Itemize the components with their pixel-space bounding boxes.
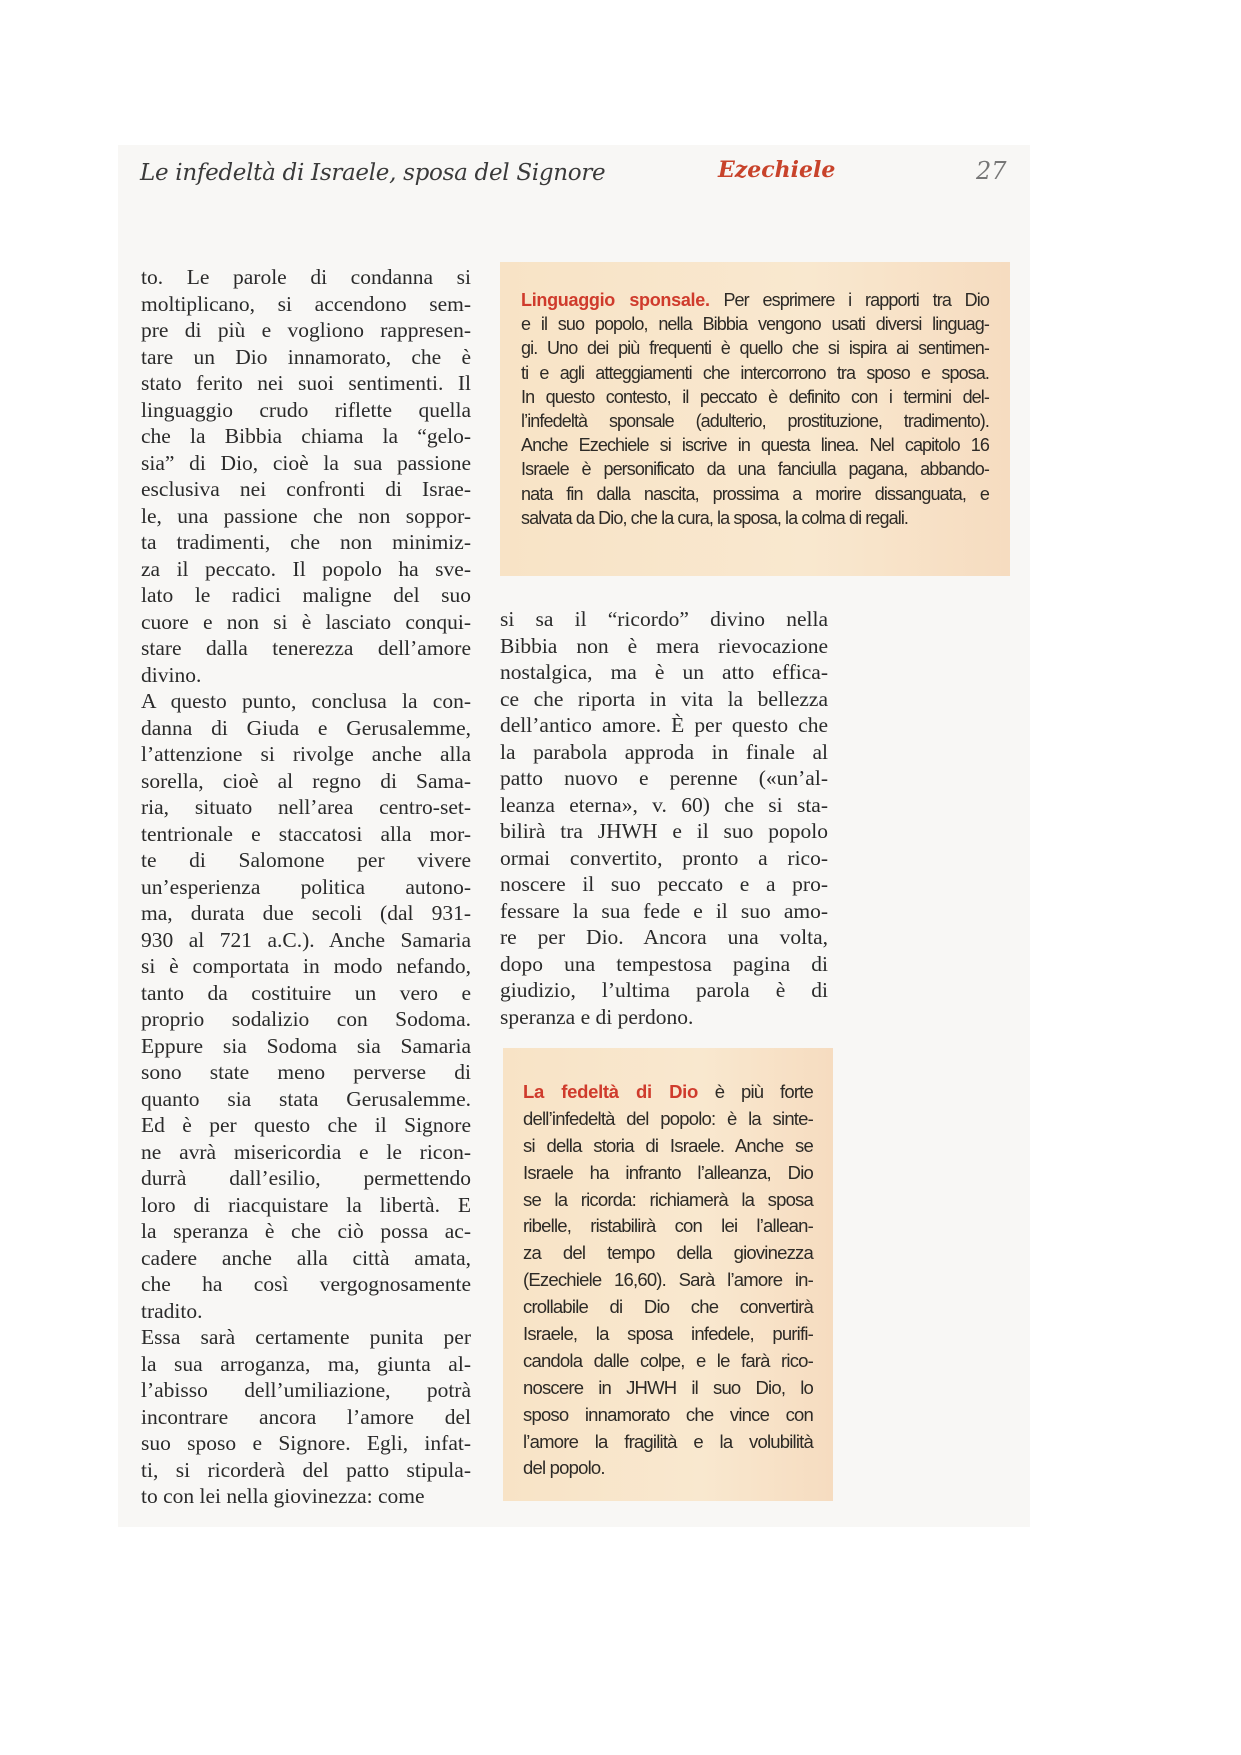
page-number: 27: [976, 157, 1007, 185]
text-line: leanza eterna», v. 60) che si sta-: [500, 792, 828, 817]
text-line: Ed è per questo che il Signore: [141, 1113, 471, 1137]
text-line: dell’antico amore. È per questo che: [500, 713, 828, 737]
text-line: divino.: [141, 662, 202, 687]
box-text-line: Israele è personificato da una fanciulla pagana, abbando-: [521, 459, 989, 480]
box-text-line: [523, 1079, 813, 1106]
text-line: la parabola approda in finale al: [500, 739, 828, 764]
text-line: dopo una tempestosa pagina di: [500, 951, 828, 976]
text-line: ta tradimenti, che non minimiz-: [141, 530, 471, 554]
text-line: A questo punto, conclusa la con-: [141, 689, 471, 713]
text-line: za il peccato. Il popolo ha sve-: [141, 556, 471, 581]
text-line: fessare la sua fede e il suo amo-: [500, 898, 828, 923]
text-line: speranza e di perdono.: [500, 1004, 694, 1029]
box-text-run: Per esprimere i rapporti tra Dio: [723, 290, 989, 310]
box-text-line: In questo contesto, il peccato è definito con i termini del-: [521, 386, 989, 407]
box-text-line: del popolo.: [523, 1457, 605, 1479]
text-line: Essa sarà certamente punita per: [141, 1325, 471, 1349]
running-header-book: Ezechiele: [718, 157, 836, 183]
left-text-column: [141, 264, 471, 1510]
box-text-line: e il suo popolo, nella Bibbia vengono usati diversi linguag-: [521, 314, 989, 335]
box-text-line: Israele ha infranto l’alleanza, Dio: [523, 1161, 813, 1183]
box-text-line: se la ricorda: richiamerà la sposa: [523, 1188, 813, 1210]
box-text-line: candola dalle colpe, e le farà rico-: [523, 1349, 813, 1371]
text-line: quanto sia stata Gerusalemme.: [141, 1086, 471, 1111]
box-text-line: crollabile di Dio che convertirà: [523, 1296, 813, 1318]
text-line: ne avrà misericordia e le ricon-: [141, 1139, 471, 1164]
text-line: sorella, cioè al regno di Sama-: [141, 768, 471, 793]
text-line: moltiplicano, si accendono sem-: [141, 291, 471, 316]
sidebar-box-fedelta-di-dio: [503, 1048, 833, 1501]
text-line: lato le radici maligne del suo: [141, 583, 471, 607]
text-line: cuore e non si è lasciato conqui-: [141, 609, 471, 634]
text-line: si è comportata in modo nefando,: [141, 954, 471, 978]
text-line: loro di riacquistare la libertà. E: [141, 1192, 471, 1217]
box-lead-heading: Linguaggio sponsale.: [521, 290, 710, 310]
text-line: linguaggio crudo riflette quella: [141, 397, 471, 422]
box-text-line: ribelle, ristabilirà con lei l’allean-: [523, 1215, 813, 1237]
text-line: ormai convertito, pronto a rico-: [500, 845, 828, 870]
text-line: ti, si ricorderà del patto stipula-: [141, 1457, 471, 1482]
text-line: l’attenzione si rivolge anche alla: [141, 742, 471, 766]
box-text-run: è più forte: [714, 1081, 814, 1102]
text-line: sono state meno perverse di: [141, 1060, 471, 1084]
running-header-title: Le infedeltà di Israele, sposa del Signore: [140, 160, 606, 186]
text-line: proprio sodalizio con Sodoma.: [141, 1007, 471, 1031]
text-line: re per Dio. Ancora una volta,: [500, 925, 828, 949]
box-text-line: gi. Uno dei più frequenti è quello che si ispira ai sentimen-: [521, 338, 989, 359]
box-text-line: [521, 288, 989, 312]
text-line: cadere anche alla città amata,: [141, 1245, 471, 1270]
text-line: l’abisso dell’umiliazione, potrà: [141, 1378, 471, 1402]
text-line: tradito.: [141, 1298, 203, 1323]
text-line: tanto da costituire un vero e: [141, 980, 471, 1005]
box-text-line: Anche Ezechiele si iscrive in questa linea. Nel capitolo 16: [521, 435, 989, 456]
text-line: la sua arroganza, ma, giunta al-: [141, 1351, 471, 1376]
text-line: 930 al 721 a.C.). Anche Samaria: [141, 927, 471, 952]
box-lead-heading: La fedeltà di Dio: [523, 1081, 698, 1102]
text-line: suo sposo e Signore. Egli, infat-: [141, 1431, 471, 1455]
text-line: un’esperienza politica autono-: [141, 874, 471, 899]
text-line: Eppure sia Sodoma sia Samaria: [141, 1033, 471, 1058]
box-text-line: si della storia di Israele. Anche se: [523, 1134, 813, 1156]
text-line: to. Le parole di condanna si: [141, 265, 471, 289]
text-line: sia” di Dio, cioè la sua passione: [141, 450, 471, 475]
text-line: stare dalla tenerezza dell’amore: [141, 636, 471, 660]
text-line: ce che riporta in vita la bellezza: [500, 686, 828, 711]
box-text-line: l’amore la fragilità e la volubilità: [523, 1430, 813, 1452]
box-text: [523, 1079, 813, 1482]
text-line: incontrare ancora l’amore del: [141, 1404, 471, 1429]
text-line: patto nuovo e perenne («un’al-: [500, 766, 828, 790]
text-line: ria, situato nell’area centro-set-: [141, 795, 471, 819]
text-line: nostalgica, ma è un atto effica-: [500, 660, 828, 684]
box-text-line: sposo innamorato che vince con: [523, 1403, 813, 1425]
text-line: che la Bibbia chiama la “gelo-: [141, 424, 471, 448]
text-line: tare un Dio innamorato, che è: [141, 344, 471, 369]
sidebar-box-linguaggio-sponsale: [500, 262, 1010, 576]
text-line: te di Salomone per vivere: [141, 848, 471, 872]
text-line: danna di Giuda e Gerusalemme,: [141, 715, 471, 740]
text-line: la speranza è che ciò possa ac-: [141, 1219, 471, 1243]
text-line: si sa il “ricordo” divino nella: [500, 607, 828, 631]
text-line: pre di più e vogliono rappresen-: [141, 318, 471, 342]
box-text-line: salvata da Dio, che la cura, la sposa, la colma di regali.: [521, 507, 909, 528]
box-text: [521, 288, 989, 530]
box-text-line: ti e agli atteggiamenti che intercorrono tra sposo e sposa.: [521, 362, 989, 383]
text-line: esclusiva nei confronti di Israe-: [141, 477, 471, 501]
text-line: to con lei nella giovinezza: come: [141, 1484, 425, 1508]
text-line: noscere il suo peccato e a pro-: [500, 872, 828, 896]
box-text-line: (Ezechiele 16,60). Sarà l’amore in-: [523, 1269, 813, 1291]
text-line: durrà dall’esilio, permettendo: [141, 1166, 471, 1190]
box-text-line: Israele, la sposa infedele, purifi-: [523, 1323, 813, 1345]
box-text-line: l’infedeltà sponsale (adulterio, prostituzione, tradimento).: [521, 410, 989, 431]
text-line: ma, durata due secoli (dal 931-: [141, 901, 471, 925]
right-text-column: [500, 606, 828, 1030]
text-line: tentrionale e staccatosi alla mor-: [141, 821, 471, 846]
box-text-line: za del tempo della giovinezza: [523, 1242, 813, 1264]
box-text-line: noscere in JHWH il suo Dio, lo: [523, 1376, 813, 1398]
text-line: le, una passione che non soppor-: [141, 503, 471, 528]
text-line: che ha così vergognosamente: [141, 1272, 471, 1296]
box-text-line: nata fin dalla nascita, prossima a morire dissanguata, e: [521, 483, 989, 504]
text-line: bilirà tra JHWH e il suo popolo: [500, 819, 828, 843]
text-line: Bibbia non è mera rievocazione: [500, 633, 828, 658]
box-text-line: dell’infedeltà del popolo: è la sinte-: [523, 1107, 813, 1129]
text-line: giudizio, l’ultima parola è di: [500, 978, 828, 1002]
text-line: stato ferito nei suoi sentimenti. Il: [141, 371, 471, 395]
